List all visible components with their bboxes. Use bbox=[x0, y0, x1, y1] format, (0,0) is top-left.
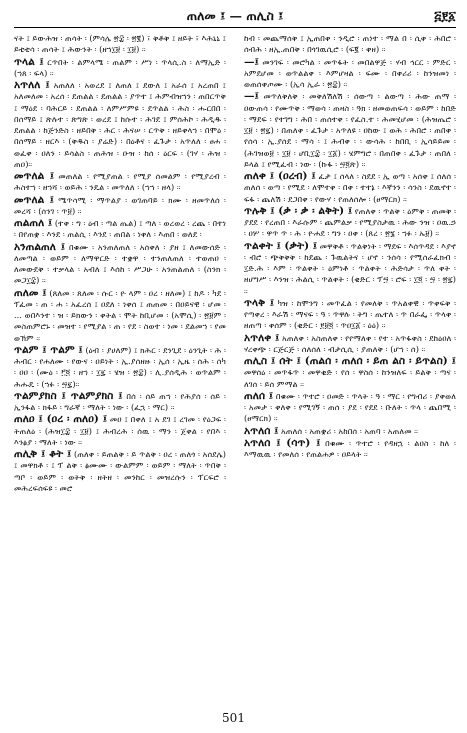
entry-text: መጥለቅለቅ ፡ መቅለሽለሽ ፡ ሰውጣ ፡ ልውጣ ፡ ሕው ጠማ ፡ ዐውጠሳ ፡ የሙጥቅ ፡ ማወሳ ፡ ጠዛስ ፡ ዓክ ፡ ዘመወጠፍሳ ፡ ወይም ፡ ከበድ ፡ ማደፍ ፡ የተገግ ፡ ሕበ ፡ ጠሰተቀ ፡ የፈስ.ተ ፡ ሕመሂሆመ ፡ (ሕዝጤሮ ፡ ፲፱ ፡ ፳፯) ፡ በጠለቀ ፡ ፈጉታ ፡ አጥለዩ ፡ ዐከው ፤ ወሕ ፡ ሕበሮ ፡ ጠበቀ ፡ የሰሳ ፡ ኢ.ያሰደ ፡ ማሳ ፡ ፤ ሕብቀ ፡ ፡ ውሳሕ ፡ ከበቢ ፡ ኢሳይይመ ፡ (ሕገዝወ፱ ፡ ፲፱ ፡ ሆቢ፲፰ ፡ ፲፩) ፡ ሄምግሮ ፡ በጠበቀ ፡ ፈጉታ ፡ ጠበለ ፡ ይላል ፤ የሚፈብ ፡ ነው ፡ (ኩፋ ፡ ፵፬ጽ) ። bbox=[244, 91, 456, 169]
header-rule bbox=[14, 27, 456, 28]
dictionary-entry bbox=[14, 391, 226, 414]
dictionary-entry bbox=[14, 345, 226, 390]
entry-headword: ጠለቀ ፤ (ዐረብ) ፤ bbox=[244, 170, 316, 182]
entry-text: (ጸለመ ፡ ጸለመ ፡ ሱር ፡ ዮ ላም ፡ ዐረ ፡ ዘለመ) ፤ ከዶ ፡ ካደ ፡ ፕፈመ ፡ ጠ ፡ ሐ ፡ አፈረሰ ፤ ዐደለ ፡ ነቀሰ ፤ ጠጠመ ፡ በዐይናዊ ፡ ሆመ ፡ ... ወበእንተ ፡ ዝ ፡ ይክውን ፡ ቀትል ፡ ሞት ከቢሆመ ፡ (አሞሲ) ፡ ፳፱ም ፡ መስጠምሮኑ ፡ መዝተ ፡ የሚያል ፡ ጠ ፡ የደ ፡ ስወተ ፡ ነመ ፡ ደልመኀ ፡ የመ ወኽም ። bbox=[14, 287, 226, 343]
entry-text: በሰ ፡ ሰይ ጠኀ ፡ የሕያሰ ፡ ሰይ ፡ ኢንፋል ፡ ክፋይ ፡ ግራኛ ፡ ማለት ፡ ነው ፡ (ፈኋ ፡ ማር) ። bbox=[14, 390, 226, 412]
entry-text: ከብ ፡ መጨማሰቅ ፤ ኢጠበቀ ፡ ንዲሮ ፡ ጠነተ ፡ ማል በ ፡ ሲቀ ፡ ሕበሮ ፡ ሰብሕ ፡ ዘኢ.ጠበቅ ፡ በጎገዉሲሮ ፡ (ፍ፪ ፡ ቀዘ) ። bbox=[244, 33, 456, 55]
entry-text: ናት ፤ ይውሕዝ ፡ ጠሳት ፡ (ምሳሌ ፳፰ ፡ ፳፪) ፣ ቅቶቅ ፤ ዘይት ፣ እሕኒኒ ፤ ይቲቲሳ ፡ ጠሳት ፤ ሕውንት ፡ (ዘኀ፲፱ ፡ ፲፱) ። bbox=[14, 33, 226, 55]
dictionary-entry bbox=[244, 241, 456, 297]
entry-text: አጠለሰ ፡ አጠቋሪ ፡ አከበሰ ፡ አጠባ ፡ አጠለመ ። bbox=[281, 425, 419, 436]
dictionary-entry bbox=[244, 426, 456, 437]
entry-headword: መጥለል ፤ bbox=[14, 193, 54, 206]
entry-text: አጠለለ ፡ አወረደ ፤ ለጠለ ፤ ደውለ ፤ አራሰ ፤ አረጠበ ፤ አለመለመ ፡ አረሰ ፡ ደጠልል ፡ ደጠልል ፡ ያጥተ ፤ ሕምብዝኀን ፡ ጠበርጥቅ ፤ ማዕደ ፡ ባሕርይ ፡ ደጠልል ፡ ለምሥምዩ ፡ ደጥልል ፡ ሕስ ፡ ሑርበበ ፡ በሰማይ ፤ ጽሉተ ፡ ጽግጽ ፡ ወረደ ፤ ከሱተ ፡ ሕገደ ፤ ምሰሕኮ ፡ ሕዲዱ ፡ ደጠልል ፡ ከጅንድስ ፡ ዘይበቅ ፡ ሕር ፡ ሕናሠ ፡ ርጥቅ ፡ ዘይቀላኀ ፡ በሞዕ ፡ በሰማይ ፡ ዘርእ ፡ (ቅዱስ ፡ ያሬድ) ፡ በዕቶና ፡ ፈጉታ ፡ አጥለለ ፡ ፀሐ ፡ ወፈቀ ፡ ዐለን ፡ ይሳልስ ፡ ጠሕዝ ፡ ዑዝ ፡ ከሰ ፡ ዕርፍ ፡ (ገሃ ፡ ሕዝ ፡ ጠዐ)። bbox=[14, 80, 226, 169]
dictionary-entry bbox=[14, 80, 226, 170]
entry-text: ርጥበት ፡ ልምላሜ ፡ ጠልም ፡ ሥነ ፡ ጥላሲ.ስ ፡ ለማኢድ ፡ (ኀጸ ፡ ፍላ) ። bbox=[14, 56, 226, 78]
entry-headword: አጥለለ ፤ bbox=[14, 79, 50, 91]
dictionary-entry bbox=[14, 449, 226, 494]
entry-headword: አጥለሰ ፤ bbox=[244, 424, 279, 437]
entry-text: መዋሰዕ ፡ መጥፋጥ ፡ መዋቂድ ፡ የሰ ፡ ዋስሰ ፡ ከንዝለፍ ፡ ይልቅ ፡ ጣና ፡ ለገሰ ፡ ይሰ ምማል ። bbox=[244, 367, 456, 389]
entry-text: መዐ ፤ በቀለ ፤ አ ደገ ፤ ረገመ ፡ የዕጋፍ ፡ ትጠለዕ ፡ (ሕዝ፲፰ ፡ ፲፱) ፤ ሕብረሕ ፡ ሰዉ ፡ ማን ፡ ጀቀል ፡ የበእ ፡ እንፅያ ፡ ማለት ፡ ነው ። bbox=[14, 414, 226, 447]
entry-headword: ጥልምያክስ ፤ ጥልምያክስ ፤ bbox=[14, 389, 123, 402]
entry-headword: ጥልም ፤ ጥልም ፤ bbox=[14, 343, 83, 356]
entry-headword: ጥላቅ ፤ bbox=[244, 296, 275, 309]
entry-text: (ተቀ ፡ ግ ፡ ዕብ ፡ ጣል ጤል) ፤ ጣለ ፡ ወረወረ ፡ ረጨ ፡ በተነ ፡ በየጠቋ ፡ እንደ ፡ ጠልሲ ፡ እንደ ፡ ጠበል ፡ ነቀለ ፡ እጠበ ፡ ወለደ ፡ bbox=[14, 218, 226, 240]
dictionary-entry bbox=[244, 206, 456, 240]
entry-text: መጠለል ፡ የሚያጠል ፡ የሚያ ሰመልም ፡ የሚያረብ ፡ ሕስተኀ ፡ ዘኀሻ ፡ ወይሕ ፡ ንዴል ፡ መጥለለ ፡ (ኀኀ ፡ ዘላ) ። bbox=[14, 171, 226, 193]
entry-text: መዋቅቶ ፡ ጥልቅነት ፡ ማደፍ ፡ እሰጥዳደ ፡ እያኖ ፡ ብሮ ፡ ጭቅቅቅ ፡ ከደጨ ፡ ጉዉልትና ፡ ሆኖ ፡ ንሰሳ ፡ የሚሰራፈክብ ፡ ፲ድ.ሕ ፡ እም ፡ ጥልቀት ፡ ዕምነቶ ፡ ጥልቀት ፡ ሕድሳታ ፡ ጥለ ቀት ፡ ዘሆግሥ ፡ እንዝ ፡ ሕልሲ ፡ ጥልቀት ፡ (ቂድር ፡ ፕ፵ ፡ ሮፍ ፡ ፲፬ ፡ ፵ ፡ ፳፯) ። bbox=[244, 240, 456, 296]
entry-headword: ጥልቀት ፤ (ቃት) ፤ bbox=[244, 239, 318, 252]
dictionary-entry bbox=[14, 33, 226, 56]
entry-headword: —፤ bbox=[244, 90, 259, 103]
dictionary-entry bbox=[14, 218, 226, 241]
right-column bbox=[244, 33, 456, 693]
dictionary-entry bbox=[14, 195, 226, 218]
entry-headword: ጠለሰ ፤ bbox=[244, 389, 274, 402]
dictionary-entry bbox=[244, 356, 456, 390]
entry-text: ካዝ ፡ ከሞንግ ፡ መጥፈል ፡ የመለቅ ፡ ጥአልቀዊ ፡ ጥቀፍቅ ፡ የጣቀረ ፡ እራሽ ፡ ማናፍ ፡ ዓ ፡ ጥዋሉ ፡ ትግ ፡ ጤተለ ፡ ጥ በራፌ ፡ ጥላቀ ፡ ዘጠጣ ፡ ቀሰም ፡ (ቂድር ፡ ፻፱፬ ፡ ጥዐ፲፩ ፡ ዕዕ) ። bbox=[244, 297, 456, 331]
entry-headword: ጠሊስ ፤ ሰት ፤ (ጠልሰ ፡ ጠለሰ ፡ ይጠ ልስ ፡ ይጥልስ) ፤ bbox=[244, 355, 456, 367]
dictionary-entry bbox=[244, 438, 456, 461]
page-number: 501 bbox=[222, 711, 245, 725]
entry-headword: ጥሉቅ ፤ (ቃ ፡ ቃ ፡ ልቅት) ፤ bbox=[244, 204, 353, 217]
entry-text: በቁሙ ፡ ጥተሮ ፡ ዐመድ ፡ ጥላት ፡ ዓ ፡ ማር ፡ የግብሪ ፡ ያቀወለ ፡ አመታ ፡ ቀለቀ ፡ የሚገኝ ፡ ጠሰ ፡ ያደ ፡ የደደ ፡ ቡለት ፡ ጥላ ፡ ጨበሚ ፡ (ፀማርክ) ። bbox=[244, 390, 456, 424]
entry-headword: ጠለመ ፤ bbox=[14, 286, 47, 299]
entry-headword: ጠለዐ ፤ (ዐረ ፡ ጠለዐ) ፤ bbox=[14, 413, 107, 426]
dictionary-entry bbox=[14, 288, 226, 344]
dictionary-entry bbox=[14, 242, 226, 287]
dictionary-entry bbox=[244, 298, 456, 332]
entry-text: መንገፍ ፡ መሮካል ፡ መጥፋት ፡ መበልዋጅ ፡ ሃብ ኅርር ፡ ምድር ፡ አምደሆመ ፡ ወጥልልቀ ፡ እምሆዛል ፡ ፍሙ ፡ በቀሪሪ ፡ ከንዝመነ ፡ ወጠሰቀጦሙ ፡ (ኢሳ ኢራ ፡ ፳፰) ። bbox=[244, 56, 456, 89]
entry-text: አጠለቀ ፡ አስጠለቀ ፡ የየማለቀ ፡ የተ ፡ አጥፋቀስ ፡ ደከዕዐለ ፡ ሃረቀጭ ፡ ርጅርጅ ፡ ሰለሰለ ፡ ብታሲሲ ፡ ያጠለቅ ፡ (ሆኀ ፡ ሰ) ። bbox=[244, 332, 456, 354]
entry-text: በቁሙ ፡ አንጠለጠለ ፡ አሰቀለ ፡ ያዘ ፤ ለመውሰድ ፡ ለመጣል ፡ ወይም ፡ ለማዋርድ ፡ ተቋዋ ፡ ተንጠለጠለ ፡ ተወጠዐ ፡ ለመውደቅ ፡ ተቃላል ፡ አብለ ፤ እሰከ ፡ ሥጋሁ ፡ አንጠልጠለ ፡ (ስንክ ፡ መጋ፲፰) ። bbox=[14, 241, 226, 286]
left-column bbox=[14, 33, 226, 693]
entry-text: (ዕብ ፡ ያሀለም) ፤ ክሕር ፡ ደንጊደ ፡ ዕንጊት ፡ ሕ ፡ ሕብር ፡ የሐለሙ ፡ የውና ፡ ዐይነት ፡ ኢ.ያሰዘዙ ፡ ኢሰ ፡ ኢዜ ፡ ሰሕ ፡ ሰካ ፡ ዐዐ ፡ (ሙዕ ፡ ፫፬ ፡ ዘኀ ፡ ፲፯ ፡ ሄዝ ፡ ፳፰) ፡ ሊ.ያሰዲሕ ፡ ወጥልም ፡ ሕሑዴ ፡ (ኀፉ ፡ ፵፯)። bbox=[14, 344, 226, 389]
entry-text: በቁሙ ፡ ጥተሮ ፡ የዳዘኋ ፡ ልዐስ ፡ ከለ ፡ እማዉዉ ፡ የመለሰ ፡ የጠልሐዎ ፡ ዐይላት ። bbox=[244, 437, 456, 459]
dictionary-entry bbox=[244, 171, 456, 205]
dictionary-entry bbox=[14, 171, 226, 194]
entry-headword: መጥለል ፤ bbox=[14, 170, 54, 182]
dictionary-entry bbox=[244, 91, 456, 170]
entry-headword: —፤ bbox=[244, 55, 259, 68]
dictionary-entry bbox=[244, 57, 456, 91]
entry-headword: ጥላል ፤ bbox=[14, 55, 44, 68]
entry-text: ሜጥሳሚ ፡ ማጥልያ ፡ ወገጠባይ ፡ ክሙ ፡ ዘመጥለሰ ፡ መረሻ ፡ (ሰንገ ፡ ጥ፱) ። bbox=[14, 194, 226, 216]
entry-headword: አጥለሰ ፤ (ሳጥ) ፤ bbox=[244, 436, 321, 449]
entry-headword: ጠሊቅ ፤ ቆት ፤ bbox=[14, 448, 72, 460]
dictionary-entry bbox=[244, 33, 456, 56]
entry-headword: አጥለቀ ፤ bbox=[244, 331, 280, 344]
dictionary-entry bbox=[244, 391, 456, 425]
dictionary-entry bbox=[244, 333, 456, 356]
page-code: ፭፻፩ bbox=[434, 8, 456, 23]
dictionary-entry bbox=[14, 57, 226, 80]
entry-text: (ጠለቀ ፡ ይጠልቅ ፡ ይ ጥልቅ ፡ ዐረ ፡ ጠለጎ ፡ አሰደሌ) ፤ መዋክቶ ፡ ፤ ፕ ልቅ ፡ ፅሙሙ ፡ ውልምም ፡ ወይም ፡ ማለት ፡ ጥበቅ ፡ ጣቦ ፡ ወይም ፡ ወትቅ ፡ ዘትዘ ፡ መንከር ፡ መዝረሱን ፡ ፕርፍሮ ፡ መሕረፍሰፍዩ ፡ መሮ bbox=[14, 449, 226, 493]
page-header bbox=[14, 8, 456, 26]
dictionary-entry bbox=[14, 414, 226, 448]
entry-text: የጠለቀ ፡ ጥልቅ ፡ ዕምቅ ፡ ጠመቅ ፡ ያደደ ፡ የረጠበ ፡ እራሱም ፡ ጨምልቃ ፡ የሚያስታዉ ፡ ሕው ንዝ ፡ ዐዉ.ኃ ፡ ዐሦ ፡ ዋጥ ጥ ፡ ሕ ፡ ዮሐደ ፡ ግን ፡ ዐቀ ፡ (ጸረ ፡ ፳፮ ፡ ኀፉ ፡ ኡ፱) ። bbox=[244, 205, 456, 239]
running-head: ጠለመ ፤ — ጠሊስ ፤ bbox=[186, 8, 284, 23]
entry-headword: ጠልጠለ ፤ bbox=[14, 217, 53, 229]
entry-text: ፈታ ፤ ሰላለ ፡ ስደደ ፡ ኢ ወጣ ፡ አሰቀ ፤ ሰለሰ ፡ ጠለሰ ፡ ወጣ ፡ የሚደ ፡ ለሞተቀ ፡ በቀ ፡ ተተኔ ፡ እኛንን ፡ ሳንስ ፡ ደዉኖተ ፡ ፍፋ ፡ ጨለሽ ፡ ደጋበቀ ፡ የውሃ ፡ የጠለሰሎ ፡ (ፀማርክ) ። bbox=[244, 171, 456, 204]
entry-headword: አንጠልጠለ ፤ bbox=[14, 240, 66, 253]
